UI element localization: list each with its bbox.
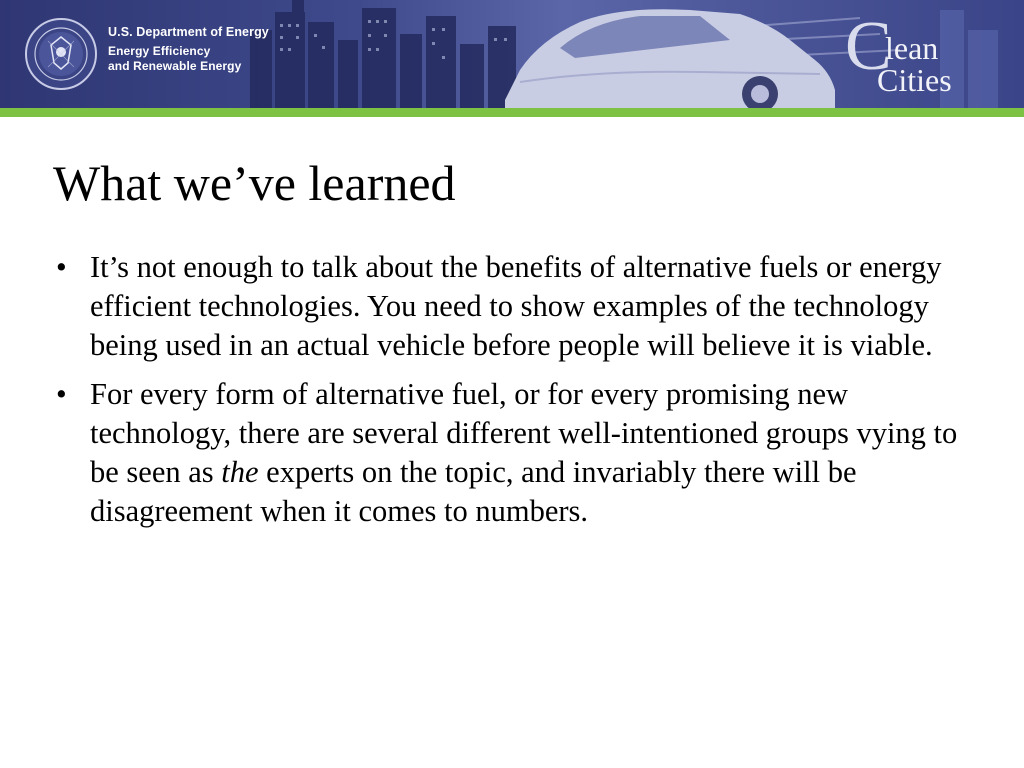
header-banner	[0, 0, 1024, 108]
bullet-marker: •	[56, 250, 67, 284]
bullet-text-2	[90, 377, 957, 528]
bullet-text-2-before: For every form of alternative fuel, or for every promising new technology, there are several different well-intentioned groups vying to be seen as	[90, 377, 958, 489]
bullet-marker: •	[56, 377, 67, 411]
clean-cities-logo	[845, 10, 1015, 102]
clean-cities-logo-word-1: lean	[885, 30, 939, 66]
bullet-item-1	[56, 248, 986, 365]
agency-line-1: U.S. Department of Energy	[108, 25, 269, 39]
bullet-list	[56, 248, 986, 541]
bullet-item-2	[56, 375, 986, 531]
clean-cities-logo-word-2: Cities	[877, 62, 952, 98]
bullet-text-1: It’s not enough to talk about the benefits of alternative fuels or energy efficient technologies. You need to show examples of the technology being used in an actual vehicle before people will believe it is viable.	[90, 250, 942, 362]
agency-line-3: and Renewable Energy	[108, 59, 242, 73]
bullet-text-2-italic: the	[221, 455, 259, 489]
agency-name	[108, 24, 269, 74]
agency-line-2: Energy Efficiency	[108, 44, 211, 58]
bullet-text-2-after: experts on the topic, and invariably there will be disagreement when it comes to numbers.	[90, 455, 857, 528]
doe-seal-icon	[24, 17, 98, 91]
slide-title: What we’ve learned	[53, 155, 456, 211]
clean-cities-logo-letter: C	[845, 8, 892, 85]
accent-rule	[0, 108, 1024, 117]
